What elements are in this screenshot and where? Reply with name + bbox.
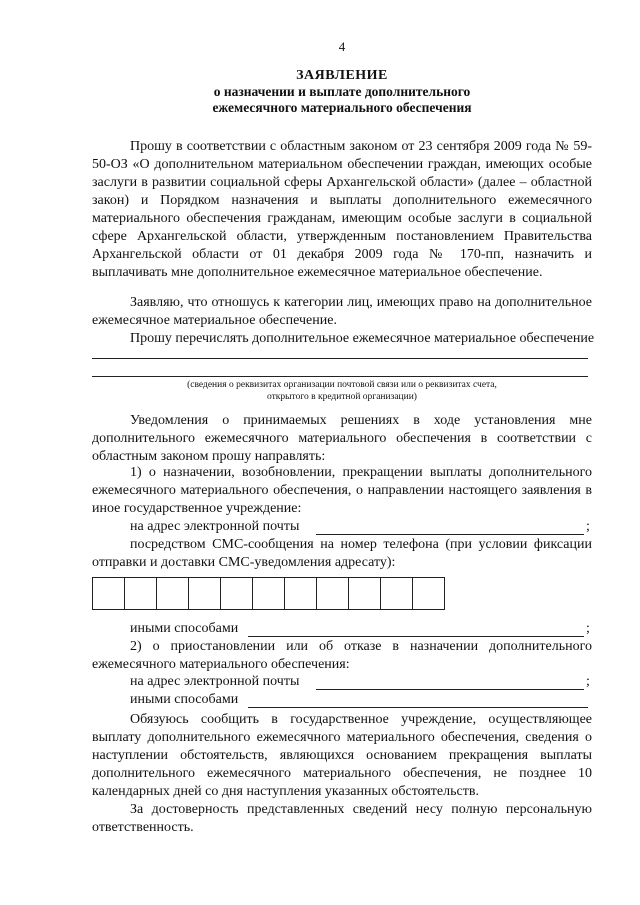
- semicolon-2: ;: [586, 621, 590, 636]
- phone-digit-cell[interactable]: [412, 577, 445, 610]
- transfer-paragraph: Прошу перечислять дополнительное ежемесячное материальное обеспечение: [130, 331, 595, 346]
- obligation-paragraph: Обязуюсь сообщить в государственное учреждение, осуществляющее выплату дополнительного ежемесячного материального обеспечения, сведения о наступлении обстоятельств, являющихся основанием прекращения выплаты дополнительного ежемесячного материального обеспечения, не позднее 10 календарных дней со дня наступления указанных обстоятельств.: [92, 712, 592, 799]
- phone-digit-cell[interactable]: [348, 577, 381, 610]
- notifications-paragraph: Уведомления о принимаемых решениях в ходе установления мне дополнительного ежемесячного материального обеспечения в соответствии с областным законом прошу направлять:: [92, 413, 592, 464]
- item1-paragraph: 1) о назначении, возобновлении, прекращении выплаты дополнительного ежемесячного материального обеспечения, о направлении настоящего заявления в иное государственное учреждение:: [92, 465, 592, 516]
- other-label-1: иными способами: [130, 621, 239, 636]
- email-field-2[interactable]: [316, 689, 584, 690]
- other-label-2: иными способами: [130, 692, 239, 707]
- other-field-1[interactable]: [248, 636, 584, 637]
- title-line-2: о назначении и выплате дополнительного: [213, 84, 471, 99]
- other-field-2[interactable]: [248, 707, 588, 708]
- phone-digit-cell[interactable]: [316, 577, 349, 610]
- phone-digit-cell[interactable]: [220, 577, 253, 610]
- phone-digit-cell[interactable]: [124, 577, 157, 610]
- email-field-1[interactable]: [316, 534, 584, 535]
- bank-details-line-1[interactable]: [92, 358, 588, 359]
- bank-details-line-2[interactable]: [92, 376, 588, 377]
- semicolon-3: ;: [586, 674, 590, 689]
- semicolon-1: ;: [586, 519, 590, 534]
- page-number: 4: [338, 39, 346, 54]
- phone-digit-cell[interactable]: [284, 577, 317, 610]
- category-paragraph: Заявляю, что отношусь к категории лиц, имеющих право на дополнительное ежемесячное материальное обеспечение.: [92, 295, 592, 328]
- title-heading: ЗАЯВЛЕНИЕ: [296, 68, 388, 83]
- responsibility-paragraph: За достоверность представленных сведений несу полную персональную ответственность.: [92, 802, 592, 835]
- phone-number-grid: [92, 577, 444, 610]
- title-line-3: ежемесячного материального обеспечения: [212, 100, 472, 115]
- email-label-1: на адрес электронной почты: [130, 519, 300, 534]
- bank-details-note-2: открытого в кредитной организации): [267, 392, 417, 402]
- document-title: [92, 68, 592, 116]
- phone-digit-cell[interactable]: [380, 577, 413, 610]
- phone-digit-cell[interactable]: [156, 577, 189, 610]
- phone-digit-cell[interactable]: [92, 577, 125, 610]
- phone-digit-cell[interactable]: [252, 577, 285, 610]
- request-paragraph: Прошу в соответствии с областным законом от 23 сентября 2009 года № 59-50-ОЗ «О дополнительном материальном обеспечении граждан, имеющих особые заслуги в развитии социальной сферы Архангельской области» (далее – областной закон) и Порядком назначения и выплаты дополнительного ежемесячного материального обеспечения гражданам, имеющим особые заслуги в социальной сфере Архангельской области, утвержденным постановлением Правительства Архангельской области от 01 декабря 2009 года № 170-пп, назначить и выплачивать мне дополнительное ежемесячное материальное обеспечение.: [92, 139, 592, 280]
- bank-details-note-1: (сведения о реквизитах организации почтовой связи или о реквизитах счета,: [187, 380, 497, 390]
- phone-digit-cell[interactable]: [188, 577, 221, 610]
- item2-paragraph: 2) о приостановлении или об отказе в назначении дополнительного ежемесячного материального обеспечения:: [92, 639, 592, 672]
- sms-paragraph: посредством СМС-сообщения на номер телефона (при условии фиксации отправки и доставки СМС-уведомления адресату):: [92, 537, 592, 570]
- email-label-2: на адрес электронной почты: [130, 674, 300, 689]
